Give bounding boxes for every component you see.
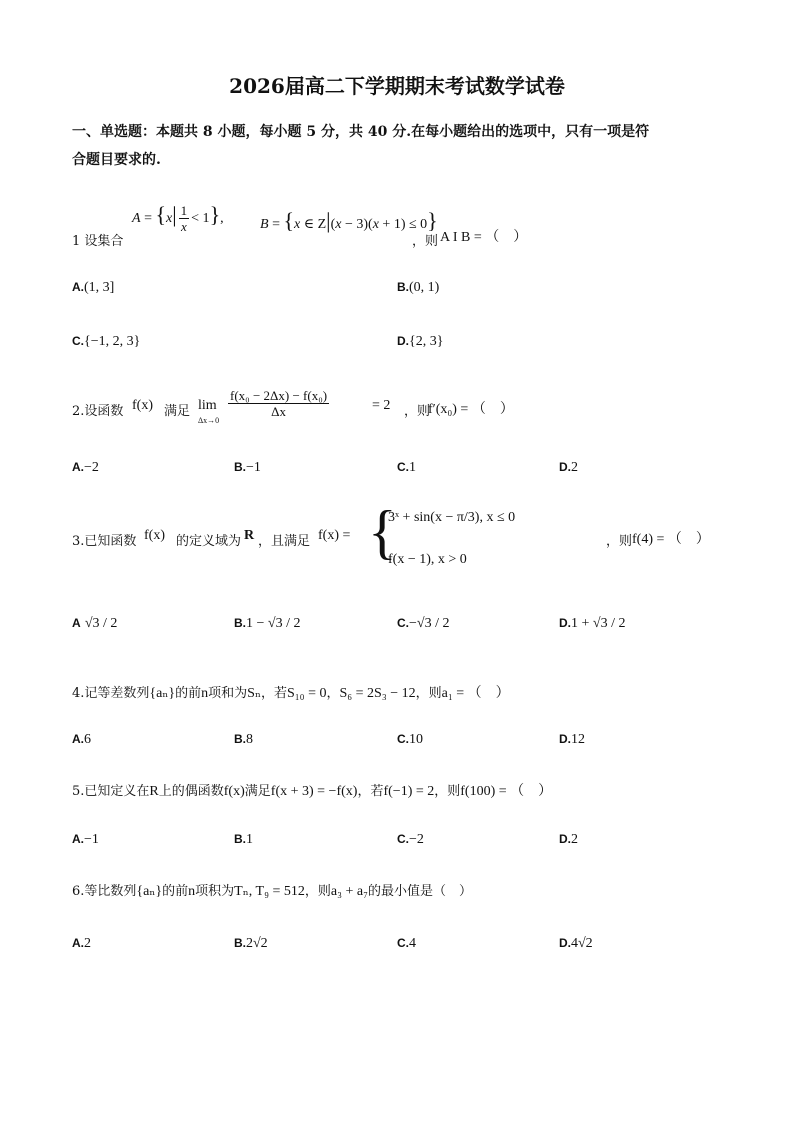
q4-mid: 的前 [175,686,202,701]
q3-mid2: ，且满足 [258,534,311,549]
q4-s: Sₙ [247,686,261,701]
q2-limit: lim Δx→0 [198,398,220,425]
q6-ask: a₃ + a₇ [330,884,368,899]
q3-fx: f(x) [144,528,165,543]
q1-option-c: C.{−1, 2, 3} [72,334,141,349]
q1-set-b: B = {x ∈ Z|(x − 3)(x + 1) ≤ 0} [260,208,438,233]
q2-option-c: C.1 [397,460,416,475]
q6-t: Tₙ, T₉ = 512 [234,884,305,899]
q3-mid: 的定义域为 [176,534,242,549]
q3-prefix: 3.已知函数 [72,534,137,549]
q3-ask: f(4) = （ ） [632,532,710,547]
q2-option-b: B.−1 [234,460,261,475]
q5-fx: f(x) [223,784,245,799]
q6-suffix: ，则 [304,884,331,899]
q1-option-a: A.(1, 3] [72,280,115,295]
q4-ask: a₁ = （ ） [441,686,510,701]
q4-suffix: ，则 [415,686,442,701]
q1-set-a: A = {x| $\frac{1}{x}$ < 1}, [132,202,224,235]
q4-option-b: B.8 [234,732,253,747]
q5-option-a: A.−1 [72,832,99,847]
q4-option-c: C.10 [397,732,423,747]
q3-domain: R [244,528,255,543]
q2-prefix: 2.设函数 [72,404,124,419]
q1-prefix: 1 设集合 [72,234,124,249]
q5-cond: f(x + 3) = −f(x) [270,784,358,799]
q6-option-c: C.4 [397,936,416,951]
q5-mid3: ，若 [357,784,384,799]
q3-fx2: f(x) = [318,528,351,543]
q3-option-b: B.1 − √3 / 2 [234,616,301,631]
q3-brace: { [368,499,397,565]
q2-fraction: $\frac{\text{f(x₀ − 2Δx) − f(x₀)}}{\Delta x}$ [230,388,328,419]
q2-ask: f′(x₀) = （ ） [428,402,514,417]
q1-option-d: D.{2, 3} [397,334,444,349]
q6-mid2: 项积为 [195,884,235,899]
q6-option-a: A.2 [72,936,91,951]
q1-suffix: ，则 [412,234,439,249]
q4-text: 4.记等差数列 [72,686,150,701]
q2-mid: 满足 [164,404,191,419]
q4-mid2: 项和为 [208,686,248,701]
q2-option-a: A.−2 [72,460,99,475]
q6-mid: 的前 [162,884,189,899]
q4-option-a: A.6 [72,732,91,747]
q5-mid: 上的偶函数 [158,784,224,799]
q3-option-c: C.−√3 / 2 [397,616,450,631]
page-title: 2026届高二下学期期末考试数学试卷 [229,74,565,98]
q6-option-b: B.2√2 [234,936,268,951]
q4-option-d: D.12 [559,732,585,747]
q5-option-b: B.1 [234,832,253,847]
q6-n: n [188,884,196,899]
q5-mid2: 满足 [244,784,271,799]
q4-seq: {aₙ} [149,686,176,701]
q6-text: 6.等比数列 [72,884,137,899]
q4-c2: S₆ = 2S₃ − 12 [339,686,416,701]
q3-suffix: ，则 [606,534,633,549]
q2-fx: f(x) [132,398,153,413]
q4-n: n [201,686,209,701]
q2-eq: = 2 [372,398,391,413]
q2-suffix: ，则 [404,404,431,419]
q3-option-d: D.1 + √3 / 2 [559,616,626,631]
q5-ask: f(100) = （ ） [460,784,553,799]
q3-case1: 3ˣ + sin(x − π/3), x ≤ 0 [388,510,516,525]
q5-option-c: C.−2 [397,832,424,847]
question-5 [72,780,552,800]
q5-text: 5.已知定义在 [72,784,150,799]
section-heading-line2: 合题目要求的. [72,152,161,168]
q4-sep: ， [326,686,340,701]
q6-option-d: D.4√2 [559,936,593,951]
q1-option-b: B.(0, 1) [397,280,440,295]
q6-seq: {aₙ} [136,884,163,899]
q2-option-d: D.2 [559,460,578,475]
q5-r: R [149,784,159,799]
q3-option-a: A √3 / 2 [72,616,118,631]
q4-mid3: ，若 [261,686,288,701]
q3-case2: f(x − 1), x > 0 [388,552,467,567]
q5-option-d: D.2 [559,832,578,847]
q1-ask: A I B = （ ） [440,230,528,245]
question-6 [72,880,472,900]
q4-c1: S₁₀ = 0 [287,686,327,701]
q5-suffix: ，则 [434,784,461,799]
question-4 [72,682,510,702]
section-heading-line1: 一、单选题：本题共 8 小题，每小题 5 分，共 40 分.在每小题给出的选项中，只有一项是符 [72,124,650,140]
q5-c1: f(−1) = 2 [383,784,435,799]
q6-tail: 的最小值是（ ） [367,884,472,899]
